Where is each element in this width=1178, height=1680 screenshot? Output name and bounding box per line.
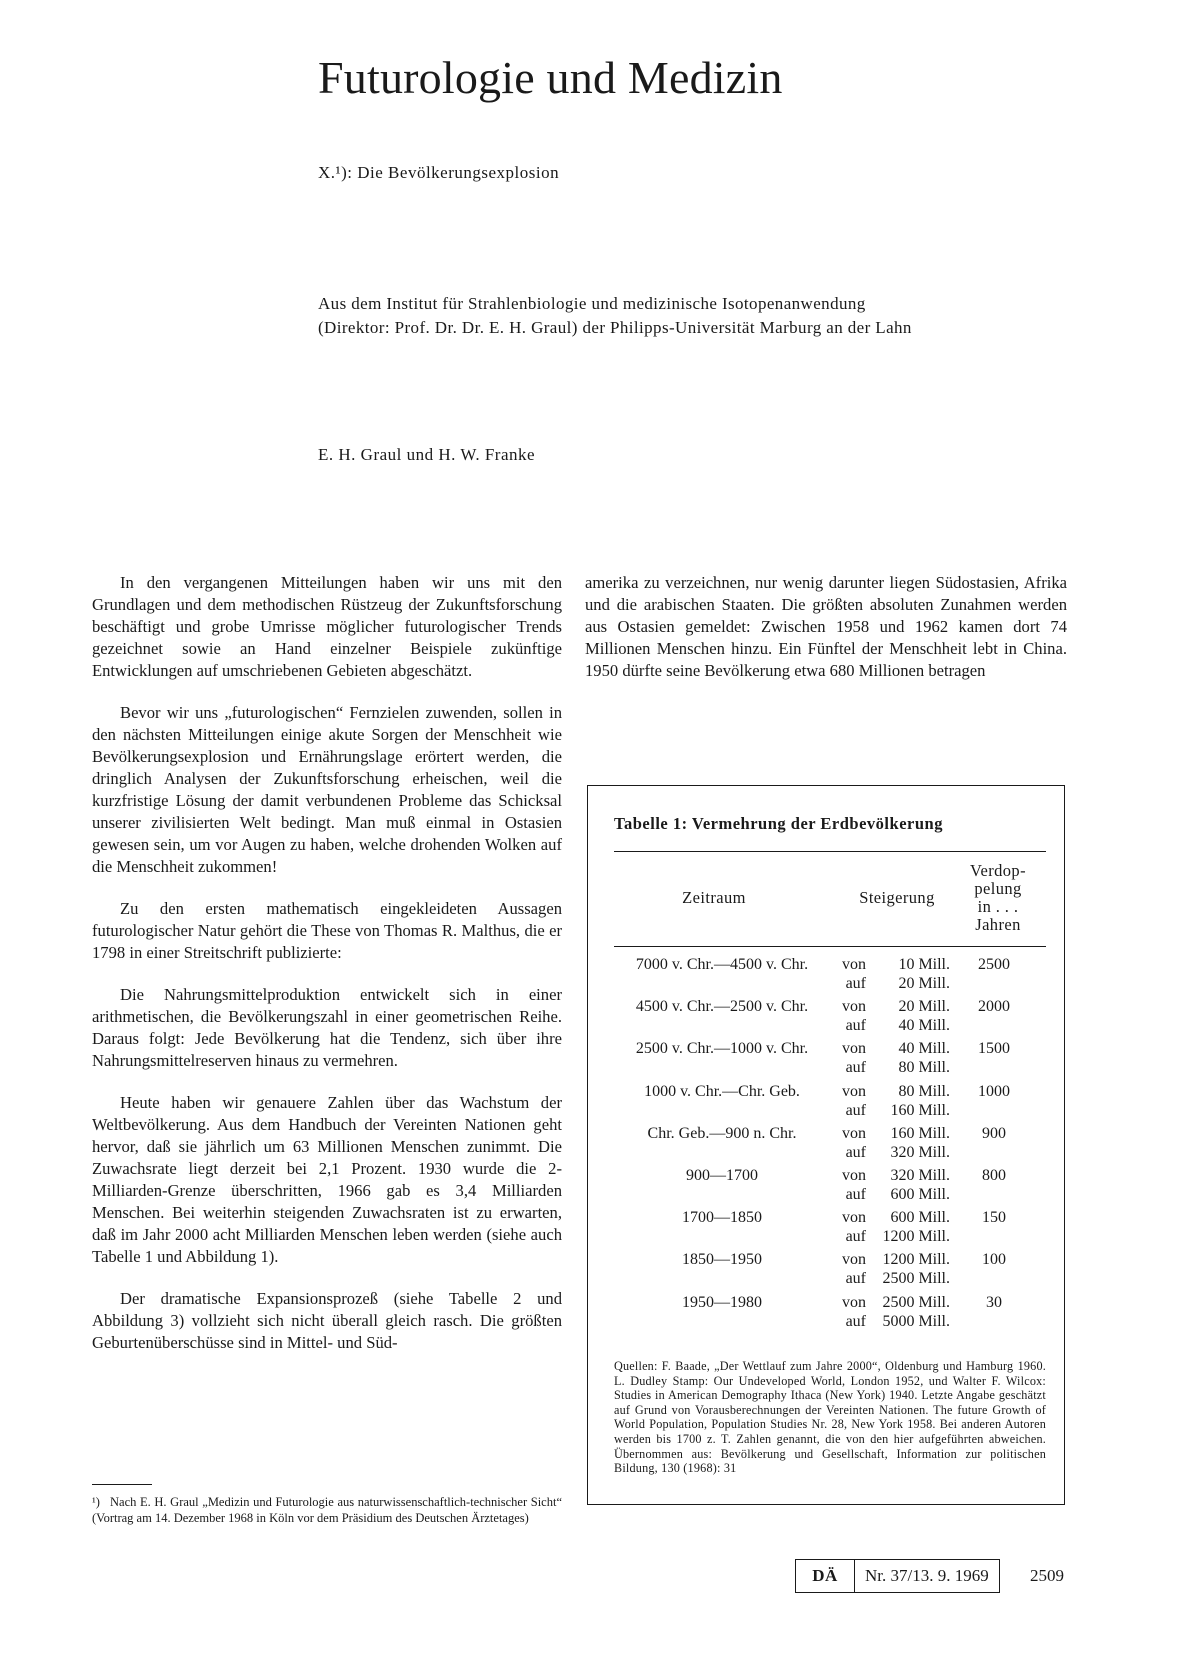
cell-period: 1700—1850 [682, 1209, 762, 1227]
von-label: von [842, 1293, 866, 1311]
table-row [614, 1039, 1046, 1077]
cell-doubling: 30 [986, 1293, 1002, 1311]
cell-period: 1000 v. Chr.—Chr. Geb. [644, 1082, 800, 1100]
value-from: 320 Mill. [890, 1167, 950, 1184]
value-from: 80 Mill. [898, 1082, 950, 1100]
cell-doubling: 100 [982, 1251, 1006, 1269]
cell-von-auf [836, 1124, 866, 1162]
von-label: von [842, 1251, 866, 1269]
auf-label: auf [845, 1059, 866, 1077]
header-line: Verdop- [970, 861, 1026, 880]
von-label: von [842, 956, 866, 973]
table-title: Tabelle 1: Vermehrung der Erdbevölkerung [614, 814, 943, 833]
quote-paragraph: Die Nahrungsmittelproduktion entwickelt sich in einer arithmetischen, die Bevölkerungszahl in einer geometrischen Reihe. Daraus folgt: Jede Bevölkerung hat die Tendenz, sich über ihre Nahrungsmittelreserven hinaus zu vermehren. [92, 985, 562, 1070]
table-rule [614, 851, 1046, 852]
cell-period: Chr. Geb.—900 n. Chr. [647, 1124, 797, 1142]
cell-doubling: 800 [982, 1167, 1006, 1184]
von-label: von [842, 1209, 866, 1227]
table-row [614, 1166, 1046, 1204]
cell-doubling: 900 [982, 1124, 1006, 1142]
journal-logo: DÄ [796, 1560, 855, 1592]
cell-von-auf [836, 955, 866, 993]
table-rule [614, 946, 1046, 947]
footnote-mark: ¹) [92, 1495, 100, 1509]
value-from: 160 Mill. [890, 1124, 950, 1142]
paragraph: amerika zu verzeichnen, nur wenig darunter liegen Südostasien, Afrika und die arabischen Staaten. Die größten absoluten Zunahmen werden aus Ostasien gemeldet: Zwischen 1958 und 1962 kamen dort 74 Millionen Menschen hinzu. Ein Fünftel der Menschheit lebt in China. 1950 dürfte seine Bevölkerung etwa 680 Millionen betragen [585, 573, 1067, 680]
cell-values [870, 1166, 950, 1204]
cell-von-auf [836, 1293, 866, 1331]
auf-label: auf [845, 1312, 866, 1330]
body-column-left [92, 572, 562, 1354]
auf-label: auf [845, 1143, 866, 1161]
value-to: 1200 Mill. [882, 1228, 950, 1246]
table-row [614, 1250, 1046, 1288]
von-label: von [842, 998, 866, 1016]
von-label: von [842, 1124, 866, 1142]
cell-values [870, 1293, 950, 1331]
cell-values [870, 1208, 950, 1246]
cell-von-auf [836, 1166, 866, 1204]
cell-doubling: 1500 [978, 1040, 1010, 1058]
table-row [614, 997, 1046, 1035]
value-from: 1200 Mill. [882, 1251, 950, 1269]
cell-doubling: 2000 [978, 998, 1010, 1016]
von-label: von [842, 1082, 866, 1100]
value-to: 160 Mill. [890, 1101, 950, 1119]
table-row [614, 1208, 1046, 1246]
auf-label: auf [845, 1228, 866, 1246]
value-to: 2500 Mill. [882, 1270, 950, 1288]
cell-period: 2500 v. Chr.—1000 v. Chr. [635, 1040, 809, 1058]
institute-line: Aus dem Institut für Strahlenbiologie und medizinische Isotopenanwendung [318, 294, 866, 313]
table-row [614, 1293, 1046, 1331]
cell-values [870, 1039, 950, 1077]
auf-label: auf [845, 1101, 866, 1119]
column-header-increase: Steigerung [859, 888, 935, 907]
cell-values [870, 955, 950, 993]
value-from: 600 Mill. [890, 1209, 950, 1227]
column-header-period: Zeitraum [682, 888, 746, 907]
column-header-doubling [950, 862, 1046, 934]
table-row [614, 1124, 1046, 1162]
issue-info: Nr. 37/13. 9. 1969 [865, 1566, 989, 1585]
von-label: von [842, 1167, 866, 1184]
auf-label: auf [845, 975, 866, 992]
body-column-right [585, 572, 1067, 682]
cell-von-auf [836, 1082, 866, 1120]
cell-von-auf [836, 1208, 866, 1246]
cell-von-auf [836, 1250, 866, 1288]
von-label: von [842, 1040, 866, 1058]
value-to: 40 Mill. [898, 1017, 950, 1035]
cell-doubling: 2500 [978, 956, 1010, 973]
cell-von-auf [836, 997, 866, 1035]
paragraph: Zu den ersten mathematisch eingekleideten Aussagen futurologischer Natur gehört die These von Thomas R. Malthus, die er 1798 in einer Streitschrift publizierte: [92, 899, 562, 962]
value-to: 600 Mill. [890, 1186, 950, 1203]
institute-affiliation [318, 292, 912, 340]
cell-period: 1850—1950 [682, 1251, 762, 1269]
cell-values [870, 1250, 950, 1288]
paragraph: Bevor wir uns „futurologischen“ Fernzielen zuwenden, sollen in den nächsten Mitteilungen einige akute Sorgen der Menschheit wie Bevölkerungsexplosion und Ernährungslage erörtert werden, die dringlich Analysen der Zukunftsforschung erheischen, weil die kurzfristige Lösung der damit verbundenen Probleme das Schicksal unserer zivilisierten Welt bedingt. Man muß einmal in Ostasien gewesen sein, um vor Augen zu haben, welche drohenden Wolken auf die Menschheit zukommen! [92, 703, 562, 876]
journal-badge [795, 1559, 1000, 1593]
auf-label: auf [845, 1186, 866, 1203]
authors: E. H. Graul und H. W. Franke [318, 445, 536, 464]
paragraph: Heute haben wir genauere Zahlen über das Wachstum der Weltbevölkerung. Aus dem Handbuch der Vereinten Nationen geht hervor, daß sie jährlich um 63 Millionen Menschen zunimmt. Die Zuwachsrate liegt derzeit bei 2,1 Prozent. 1930 wurde die 2-Milliarden-Grenze überschritten, 1966 gab es 3,4 Milliarden Menschen. Bei weiterhin steigenden Zuwachsraten ist zu erwarten, daß im Jahr 2000 acht Milliarden Menschen leben werden (siehe auch Tabelle 1 und Abbildung 1). [92, 1093, 562, 1266]
auf-label: auf [845, 1270, 866, 1288]
auf-label: auf [845, 1017, 866, 1035]
value-from: 20 Mill. [898, 998, 950, 1016]
value-to: 20 Mill. [898, 975, 950, 992]
header-line: Jahren [975, 915, 1021, 934]
value-to: 5000 Mill. [882, 1312, 950, 1330]
article-title: Futurologie und Medizin [318, 52, 783, 103]
value-from: 10 Mill. [898, 956, 950, 973]
table-sources: Quellen: F. Baade, „Der Wettlauf zum Jahre 2000“, Oldenburg und Hamburg 1960. L. Dudley Stamp: Our Undeveloped World, London 1952, und Walter F. Wilcox: Studies in American Demography Ithaca (New York) 1940. Letzte Angabe geschätzt auf Grund von Vorausberechnungen der Vereinten Nationen. The future Growth of World Population, Population Studies Nr. 28, New York 1958. Bei anderen Autoren werden bis 1700 z. T. Zahlen genannt, die von den hier aufgeführten abweichen. Übernommen aus: Bevölkerung und Gesellschaft, Information zur politischen Bildung, 130 (1968): 31 [614, 1359, 1046, 1476]
cell-values [870, 997, 950, 1035]
value-to: 320 Mill. [890, 1143, 950, 1161]
institute-line: (Direktor: Prof. Dr. Dr. E. H. Graul) der Philipps-Universität Marburg an der Lahn [318, 318, 912, 337]
value-to: 80 Mill. [898, 1059, 950, 1077]
article-subtitle: X.¹): Die Bevölkerungsexplosion [318, 163, 560, 182]
table-row [614, 1082, 1046, 1120]
cell-period: 4500 v. Chr.—2500 v. Chr. [635, 998, 809, 1016]
footnote-rule [92, 1484, 152, 1485]
cell-doubling: 150 [982, 1209, 1006, 1227]
header-line: in . . . [977, 897, 1019, 916]
cell-period: 7000 v. Chr.—4500 v. Chr. [635, 956, 809, 973]
table-row [614, 955, 1046, 993]
paragraph: Der dramatische Expansionsprozeß (siehe Tabelle 2 und Abbildung 3) vollzieht sich nicht überall gleich rasch. Die größten Geburtenüberschüsse sind in Mittel- und Süd- [92, 1289, 562, 1352]
cell-von-auf [836, 1039, 866, 1077]
footnote-text: Nach E. H. Graul „Medizin und Futurologie aus naturwissenschaftlich-technischer Sicht“ (Vortrag am 14. Dezember 1968 in Köln vor dem Präsidium des Deutschen Ärztetages) [92, 1495, 562, 1525]
value-from: 40 Mill. [898, 1040, 950, 1058]
header-line: pelung [974, 879, 1022, 898]
cell-doubling: 1000 [978, 1082, 1010, 1100]
page-number: 2509 [1030, 1566, 1064, 1585]
cell-period: 900—1700 [686, 1167, 758, 1184]
value-from: 2500 Mill. [882, 1293, 950, 1311]
cell-values [870, 1082, 950, 1120]
footnote [92, 1494, 562, 1526]
cell-values [870, 1124, 950, 1162]
paragraph: In den vergangenen Mitteilungen haben wir uns mit den Grundlagen und dem methodischen Rüstzeug der Zukunftsforschung beschäftigt und grobe Umrisse möglicher futurologischer Trends gezeichnet sowie an Hand einzelner Beispiele zukünftige Entwicklungen auf umschriebenen Gebieten abgeschätzt. [92, 573, 562, 680]
cell-period: 1950—1980 [682, 1293, 762, 1311]
